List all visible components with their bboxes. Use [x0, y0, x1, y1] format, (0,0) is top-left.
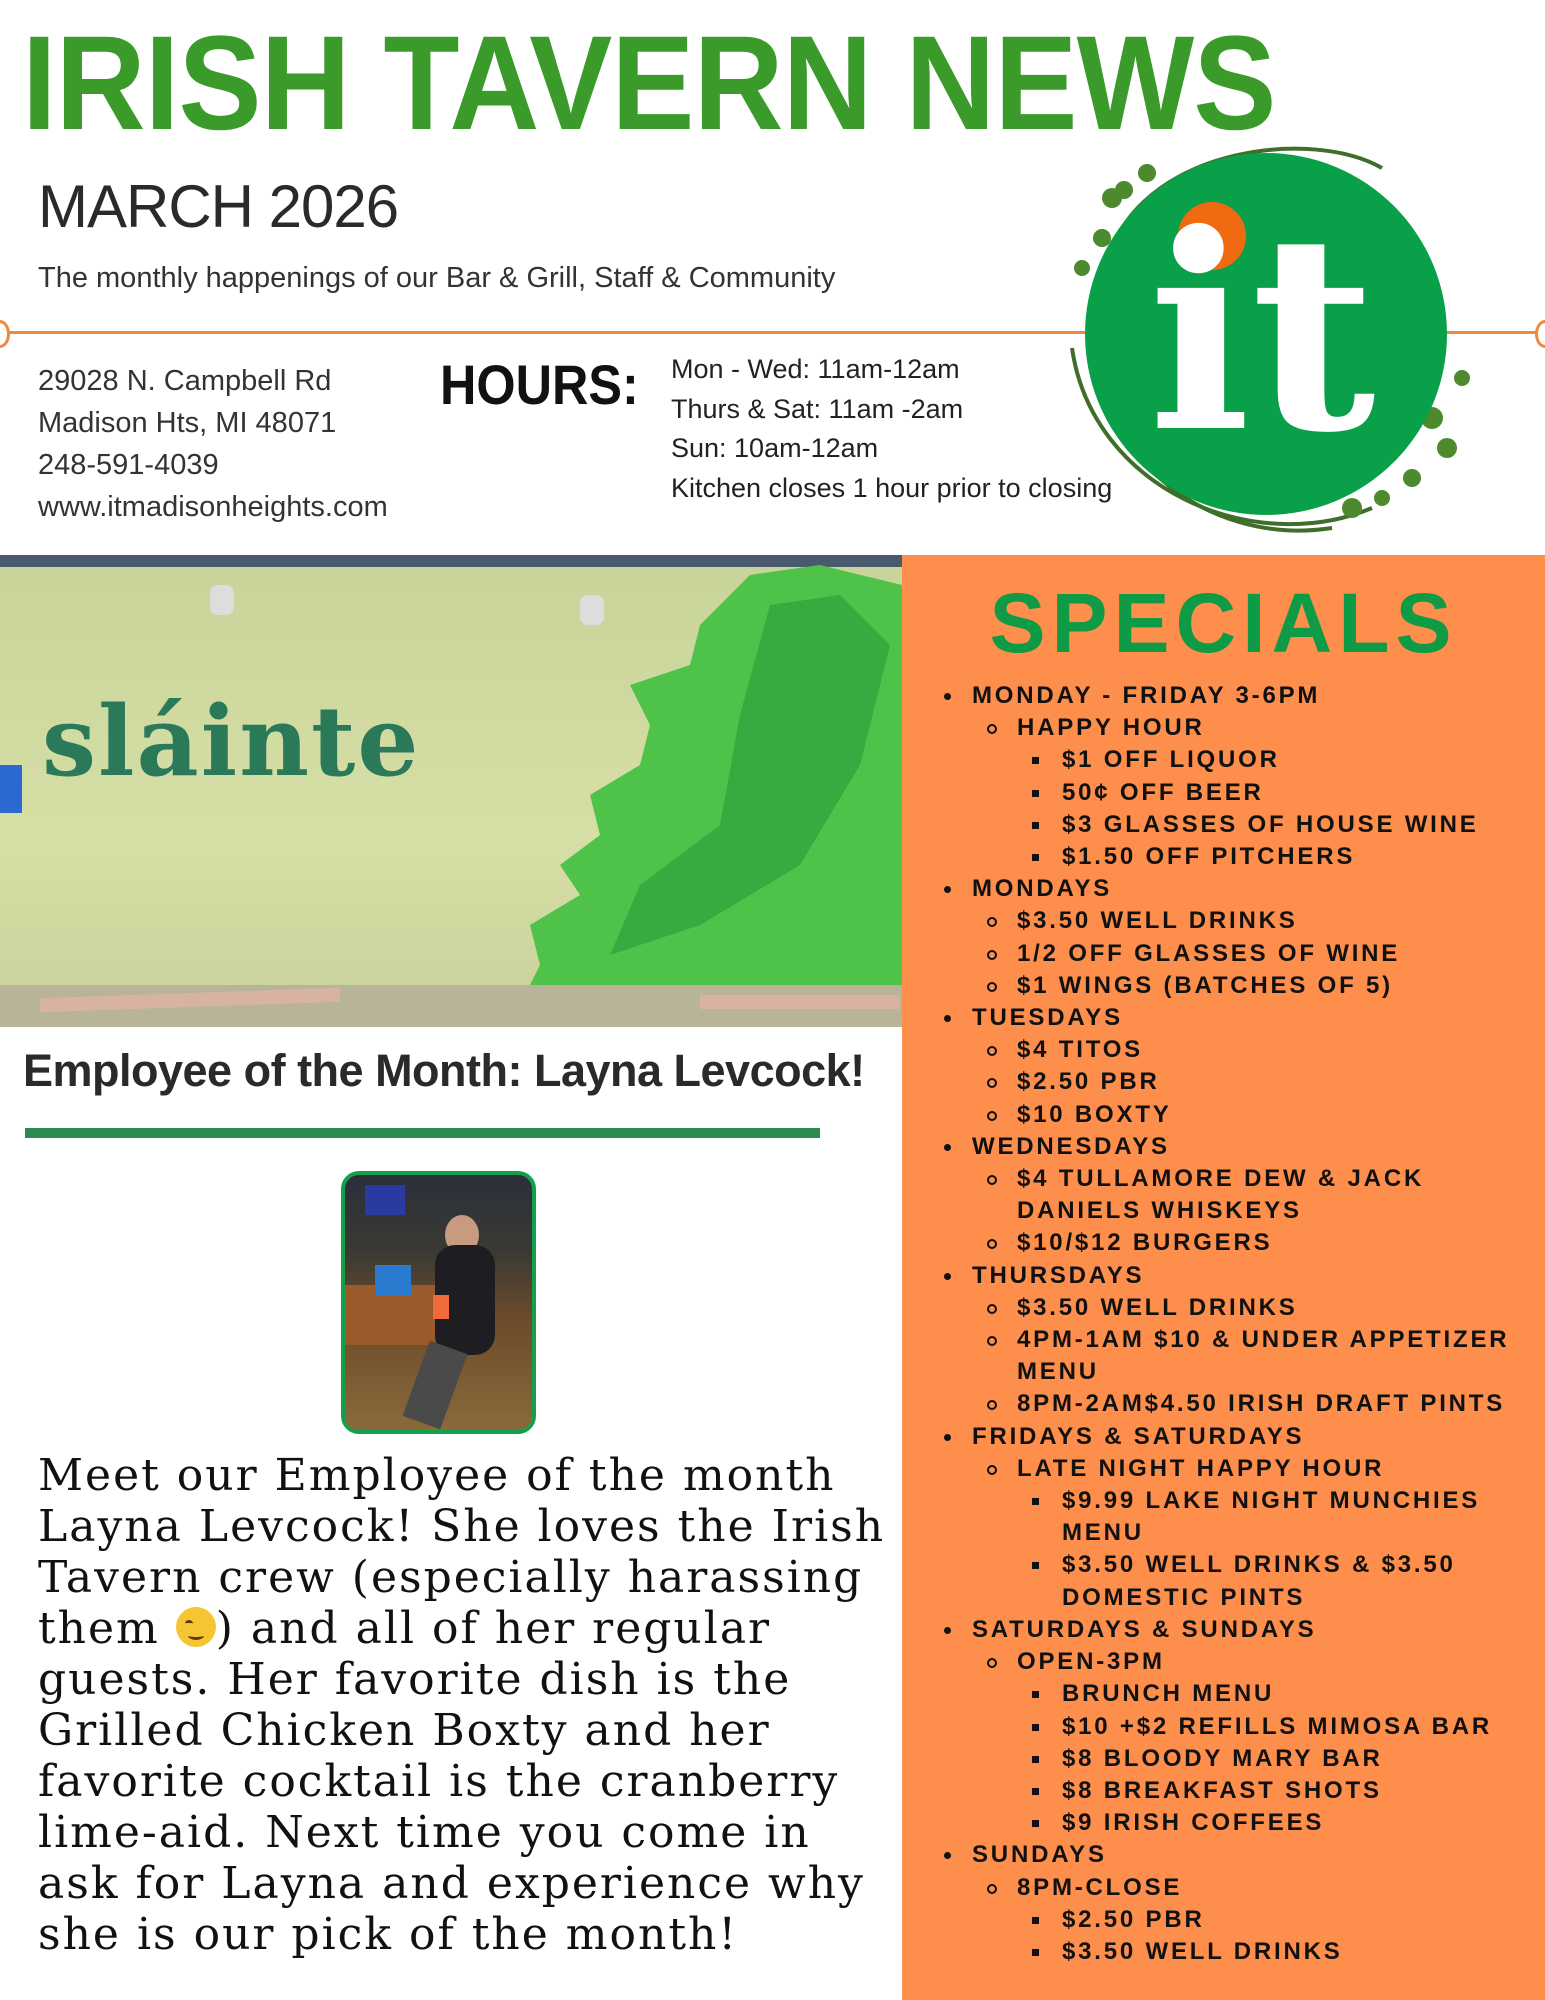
specials-item-level-1	[942, 1163, 1542, 1227]
specials-item-text: $10 BOXTY	[1017, 1100, 1172, 1128]
paragraph-line: favorite cocktail is the cranberry	[38, 1756, 840, 1807]
specials-item-level-1	[942, 1292, 1542, 1324]
mural-photo	[0, 555, 902, 1027]
specials-item-text: TUESDAYS	[972, 1004, 1123, 1032]
specials-item-text: MONDAY - FRIDAY 3-6PM	[972, 682, 1321, 709]
specials-item-level-1	[942, 1646, 1542, 1678]
specials-item-level-2	[942, 809, 1542, 841]
specials-item-level-1	[942, 970, 1542, 1002]
specials-item-level-0	[942, 873, 1542, 905]
specials-item-level-1	[942, 1388, 1542, 1420]
specials-item-text: LATE NIGHT HAPPY HOUR	[1017, 1454, 1385, 1482]
specials-item-text: FRIDAYS & SATURDAYS	[972, 1422, 1305, 1450]
paragraph-line: she is our pick of the month!	[38, 1909, 739, 1960]
bullet-square-icon	[1032, 1724, 1039, 1731]
specials-item-level-1	[942, 1099, 1542, 1131]
paragraph-line: Tavern crew (especially harassing	[38, 1552, 864, 1603]
website-link[interactable]: www.itmadisonheights.com	[38, 491, 388, 523]
bullet-disc-icon	[944, 1273, 951, 1280]
bullet-disc-icon	[944, 1852, 951, 1859]
specials-item-text: $8 BLOODY MARY BAR	[1062, 1744, 1383, 1772]
paragraph-line: ask for Layna and experience why	[38, 1858, 865, 1909]
specials-item-level-0	[942, 680, 1542, 712]
specials-title: SPECIALS	[989, 576, 1458, 670]
specials-item-text: $4 TULLAMORE DEW & JACK DANIELS WHISKEYS	[1017, 1165, 1425, 1225]
specials-item-level-2	[942, 744, 1542, 776]
specials-item-level-2	[942, 1711, 1542, 1743]
employee-of-month-title: Employee of the Month: Layna Levcock!	[23, 1045, 865, 1096]
paragraph-line: Meet our Employee of the month	[38, 1450, 836, 1501]
specials-item-level-1	[942, 905, 1542, 937]
bullet-circle-icon	[987, 1078, 997, 1088]
specials-item-text: HAPPY HOUR	[1017, 714, 1205, 742]
bullet-circle-icon	[987, 1304, 997, 1314]
specials-item-text: 50¢ OFF BEER	[1062, 778, 1264, 806]
specials-item-level-1	[942, 1872, 1542, 1904]
bullet-circle-icon	[987, 1111, 997, 1121]
paragraph-line: Layna Levcock! She loves the Irish	[38, 1501, 886, 1552]
specials-item-level-2	[942, 1936, 1542, 1968]
specials-item-text: $2.50 PBR	[1017, 1068, 1160, 1096]
specials-item-level-1	[942, 712, 1542, 744]
specials-item-text: $9.99 LAKE NIGHT MUNCHIES MENU	[1062, 1487, 1481, 1547]
address-line-2: Madison Hts, MI 48071	[38, 407, 337, 439]
hours-line: Sun: 10am-12am	[671, 433, 879, 463]
specials-item-level-2	[942, 841, 1542, 873]
specials-item-text: $3.50 WELL DRINKS	[1062, 1937, 1343, 1965]
specials-panel	[902, 555, 1545, 2000]
wink-emoji-icon	[176, 1607, 216, 1647]
mural-slainte-text: sláinte	[42, 685, 421, 798]
bullet-square-icon	[1032, 1498, 1039, 1505]
issue-month: MARCH 2026	[38, 173, 399, 240]
hours-label: HOURS:	[440, 353, 639, 416]
specials-item-text: $3.50 WELL DRINKS & $3.50 DOMESTIC PINTS	[1062, 1551, 1456, 1611]
specials-item-text: $3.50 WELL DRINKS	[1017, 1293, 1298, 1321]
newsletter-title: IRISH TAVERN NEWS	[22, 9, 1276, 158]
paragraph-line	[38, 1603, 885, 1654]
specials-item-text: 8PM-2AM$4.50 IRISH DRAFT PINTS	[1017, 1390, 1506, 1418]
specials-item-level-2	[942, 1485, 1542, 1549]
specials-item-text: BRUNCH MENU	[1062, 1680, 1275, 1708]
bullet-circle-icon	[987, 1658, 997, 1668]
specials-item-text: 1/2 OFF GLASSES OF WINE	[1017, 939, 1401, 967]
ireland-map-mural	[520, 565, 902, 1005]
tavern-logo	[1052, 128, 1482, 548]
bullet-circle-icon	[987, 982, 997, 992]
bullet-circle-icon	[987, 1465, 997, 1475]
address-line-1: 29028 N. Campbell Rd	[38, 365, 332, 397]
bullet-circle-icon	[987, 1400, 997, 1410]
specials-list	[942, 680, 1542, 1968]
section-divider	[25, 1128, 820, 1138]
specials-item-level-2	[942, 1743, 1542, 1775]
bullet-disc-icon	[944, 886, 951, 893]
bullet-square-icon	[1032, 1949, 1039, 1956]
paragraph-text: ) and all of her regular	[215, 1603, 772, 1654]
bullet-disc-icon	[944, 1015, 951, 1022]
paragraph-text: them	[38, 1603, 176, 1654]
bullet-square-icon	[1032, 822, 1039, 829]
paragraph-line: Grilled Chicken Boxty and her	[38, 1705, 771, 1756]
bullet-circle-icon	[987, 724, 997, 734]
employee-photo	[341, 1171, 536, 1434]
hours-line: Thurs & Sat: 11am -2am	[671, 394, 964, 424]
paragraph-line: guests. Her favorite dish is the	[38, 1654, 792, 1705]
specials-item-text: $10 +$2 REFILLS MIMOSA BAR	[1062, 1712, 1492, 1740]
bullet-circle-icon	[987, 1884, 997, 1894]
specials-item-level-2	[942, 1807, 1542, 1839]
bullet-square-icon	[1032, 1756, 1039, 1763]
specials-item-text: $10/$12 BURGERS	[1017, 1229, 1273, 1257]
specials-item-level-1	[942, 1066, 1542, 1098]
specials-item-level-2	[942, 1904, 1542, 1936]
divider-endcap-right	[1535, 320, 1545, 348]
bullet-square-icon	[1032, 1788, 1039, 1795]
bullet-square-icon	[1032, 854, 1039, 861]
specials-item-text: $3.50 WELL DRINKS	[1017, 907, 1298, 935]
tagline: The monthly happenings of our Bar & Grill, Staff & Community	[38, 262, 836, 294]
bullet-circle-icon	[987, 1239, 997, 1249]
specials-item-text: $8 BREAKFAST SHOTS	[1062, 1776, 1382, 1804]
specials-item-level-0	[942, 1131, 1542, 1163]
bullet-square-icon	[1032, 1562, 1039, 1569]
specials-item-text: $3 GLASSES OF HOUSE WINE	[1062, 810, 1479, 838]
specials-item-text: MONDAYS	[972, 875, 1113, 903]
specials-item-text: $2.50 PBR	[1062, 1905, 1205, 1933]
paragraph-line: lime-aid. Next time you come in	[38, 1807, 811, 1858]
specials-item-text: $1 OFF LIQUOR	[1062, 746, 1280, 774]
specials-item-text: $1 WINGS (BATCHES OF 5)	[1017, 971, 1393, 999]
specials-item-text: $4 TITOS	[1017, 1036, 1143, 1064]
accessibility-sign	[0, 765, 22, 813]
logo-text: it	[1148, 174, 1376, 492]
phone-number[interactable]: 248-591-4039	[38, 449, 219, 481]
bullet-disc-icon	[944, 693, 951, 700]
specials-item-level-2	[942, 1549, 1542, 1613]
bullet-square-icon	[1032, 1917, 1039, 1924]
specials-item-text: $1.50 OFF PITCHERS	[1062, 843, 1356, 871]
employee-description	[38, 1450, 885, 1960]
specials-item-level-0	[942, 1614, 1542, 1646]
specials-item-text: THURSDAYS	[972, 1261, 1145, 1289]
bullet-square-icon	[1032, 790, 1039, 797]
specials-item-level-2	[942, 777, 1542, 809]
bullet-square-icon	[1032, 1820, 1039, 1827]
specials-item-text: 8PM-CLOSE	[1017, 1873, 1183, 1901]
specials-item-level-0	[942, 1002, 1542, 1034]
specials-item-level-1	[942, 1034, 1542, 1066]
specials-item-text: SUNDAYS	[972, 1841, 1107, 1869]
specials-item-level-0	[942, 1839, 1542, 1871]
specials-item-level-0	[942, 1260, 1542, 1292]
hours-line: Kitchen closes 1 hour prior to closing	[671, 473, 1113, 503]
divider-endcap-left	[0, 320, 10, 348]
specials-item-level-2	[942, 1775, 1542, 1807]
specials-item-level-1	[942, 1227, 1542, 1259]
bullet-disc-icon	[944, 1144, 951, 1151]
bullet-circle-icon	[987, 1046, 997, 1056]
bullet-square-icon	[1032, 1691, 1039, 1698]
specials-item-level-1	[942, 1453, 1542, 1485]
bullet-circle-icon	[987, 917, 997, 927]
bullet-circle-icon	[987, 950, 997, 960]
bullet-disc-icon	[944, 1434, 951, 1441]
specials-item-level-1	[942, 1324, 1542, 1388]
specials-item-level-2	[942, 1678, 1542, 1710]
specials-item-text: OPEN-3PM	[1017, 1648, 1165, 1676]
bullet-circle-icon	[987, 1336, 997, 1346]
specials-item-text: 4PM-1AM $10 & UNDER APPETIZER MENU	[1017, 1326, 1510, 1386]
specials-item-text: $9 IRISH COFFEES	[1062, 1809, 1325, 1837]
specials-item-text: SATURDAYS & SUNDAYS	[972, 1615, 1317, 1643]
bullet-disc-icon	[944, 1627, 951, 1634]
hours-line: Mon - Wed: 11am-12am	[671, 354, 960, 384]
bullet-square-icon	[1032, 757, 1039, 764]
specials-item-text: WEDNESDAYS	[972, 1132, 1170, 1160]
bullet-circle-icon	[987, 1175, 997, 1185]
specials-item-level-1	[942, 938, 1542, 970]
specials-item-level-0	[942, 1421, 1542, 1453]
